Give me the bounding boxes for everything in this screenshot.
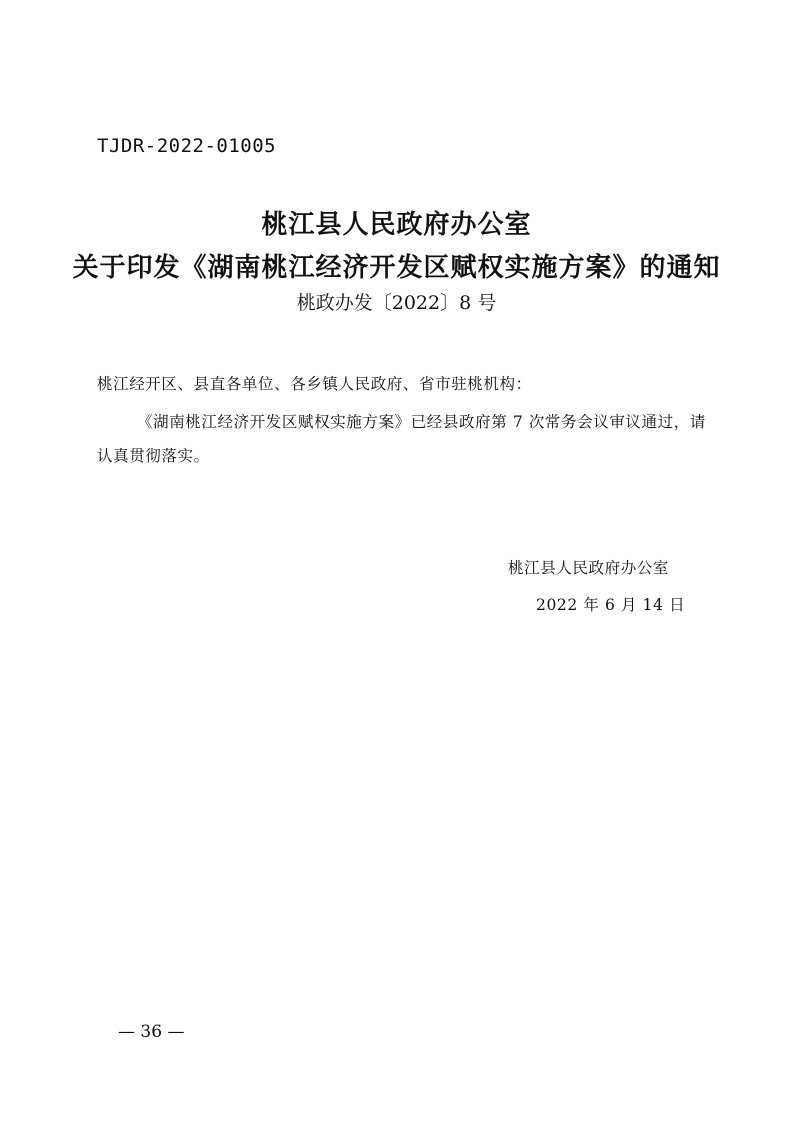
- page-number: — 36 —: [118, 1022, 185, 1042]
- issue-number: 桃政办发〔2022〕8 号: [296, 292, 497, 314]
- body-line-1: 《湖南桃江经济开发区赋权实施方案》已经县政府第 7 次常务会议审议通过，请: [137, 413, 706, 431]
- body-line-2: 认真贯彻落实。: [97, 447, 210, 465]
- signer: 桃江县人民政府办公室: [508, 559, 670, 577]
- document-number: TJDR-2022-01005: [97, 135, 277, 157]
- title-line-2: 关于印发《湖南桃江经济开发区赋权实施方案》的通知: [72, 253, 721, 283]
- title-line-1: 桃江县人民政府办公室: [261, 210, 532, 240]
- addressee: 桃江经开区、县直各单位、各乡镇人民政府、省市驻桃机构：: [97, 375, 532, 393]
- issue-date: 2022 年 6 月 14 日: [536, 596, 686, 614]
